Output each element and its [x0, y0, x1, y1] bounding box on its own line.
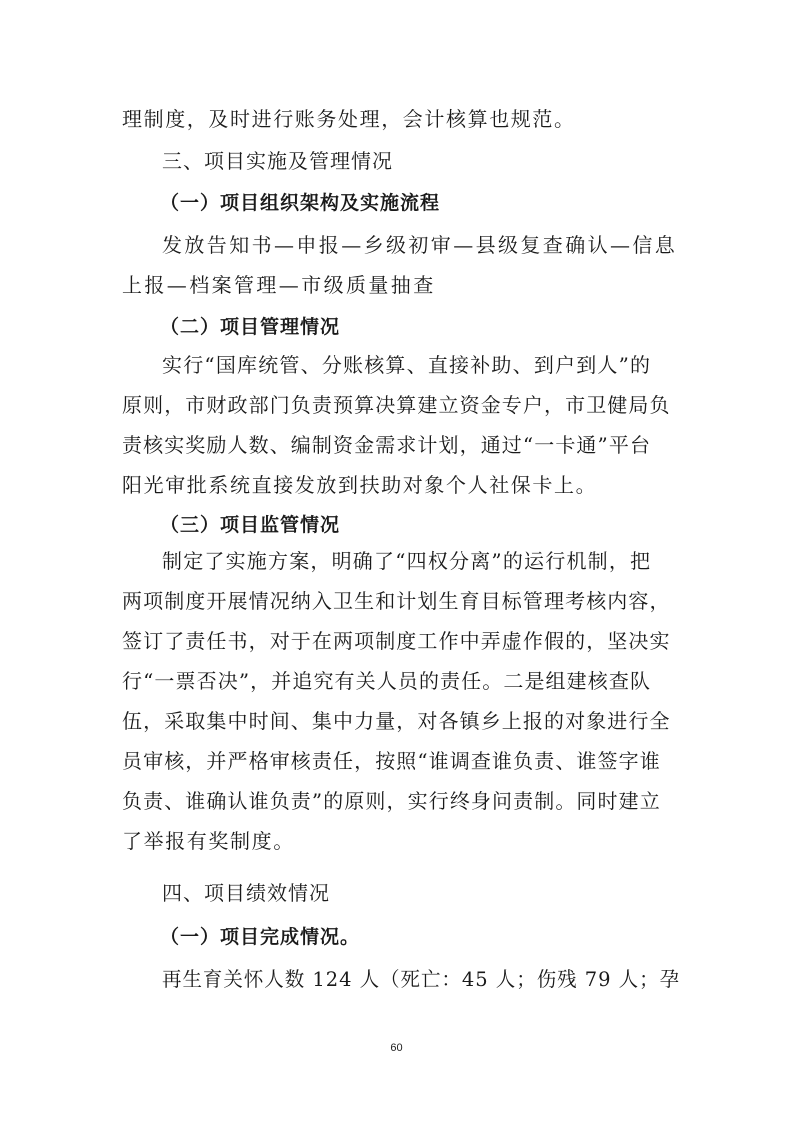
paragraph-line: 签订了责任书，对于在两项制度工作中弄虚作假的，坚决实: [122, 629, 671, 653]
paragraph-line: 责核实奖励人数、编制资金需求计划，通过“一卡通”平台: [122, 433, 652, 457]
subsection-heading: （二）项目管理情况: [160, 316, 341, 338]
paragraph-line: 发放告知书—申报—乡级初审—县级复查确认—信息: [162, 233, 678, 257]
paragraph-line: 上报—档案管理—市级质量抽查: [122, 273, 436, 297]
paragraph-line: 员审核，并严格审核责任，按照“谁调查谁负责、谁签字谁: [122, 749, 661, 773]
subsection-heading: （一）项目完成情况。: [160, 926, 361, 948]
paragraph-line: 实行“国库统管、分账核算、直接补助、到户到人”的: [162, 353, 652, 377]
subsection-heading: （一）项目组织架构及实施流程: [160, 192, 441, 214]
paragraph-line: 负责、谁确认谁负责”的原则，实行终身问责制。同时建立: [122, 789, 661, 813]
section-heading-4: 四、项目绩效情况: [162, 881, 330, 905]
paragraph-line: 再生育关怀人数 124 人（死亡：45 人；伤残 79 人；孕: [162, 967, 681, 991]
paragraph-line: 伍，采取集中时间、集中力量，对各镇乡上报的对象进行全: [122, 709, 671, 733]
section-heading-3: 三、项目实施及管理情况: [162, 149, 393, 173]
paragraph-line: 理制度，及时进行账务处理，会计核算也规范。: [122, 107, 576, 131]
paragraph-line: 制定了实施方案，明确了“四权分离”的运行机制，把: [162, 549, 652, 573]
paragraph-line: 原则，市财政部门负责预算决算建立资金专户，市卫健局负: [122, 393, 671, 417]
paragraph-line: 行“一票否决”，并追究有关人员的责任。二是组建核查队: [122, 669, 652, 693]
page-number: 60: [390, 1042, 403, 1054]
subsection-heading: （三）项目监管情况: [160, 514, 341, 536]
paragraph-line: 两项制度开展情况纳入卫生和计划生育目标管理考核内容，: [122, 589, 671, 613]
paragraph-line: 阳光审批系统直接发放到扶助对象个人社保卡上。: [122, 473, 598, 497]
paragraph-line: 了举报有奖制度。: [122, 829, 295, 853]
